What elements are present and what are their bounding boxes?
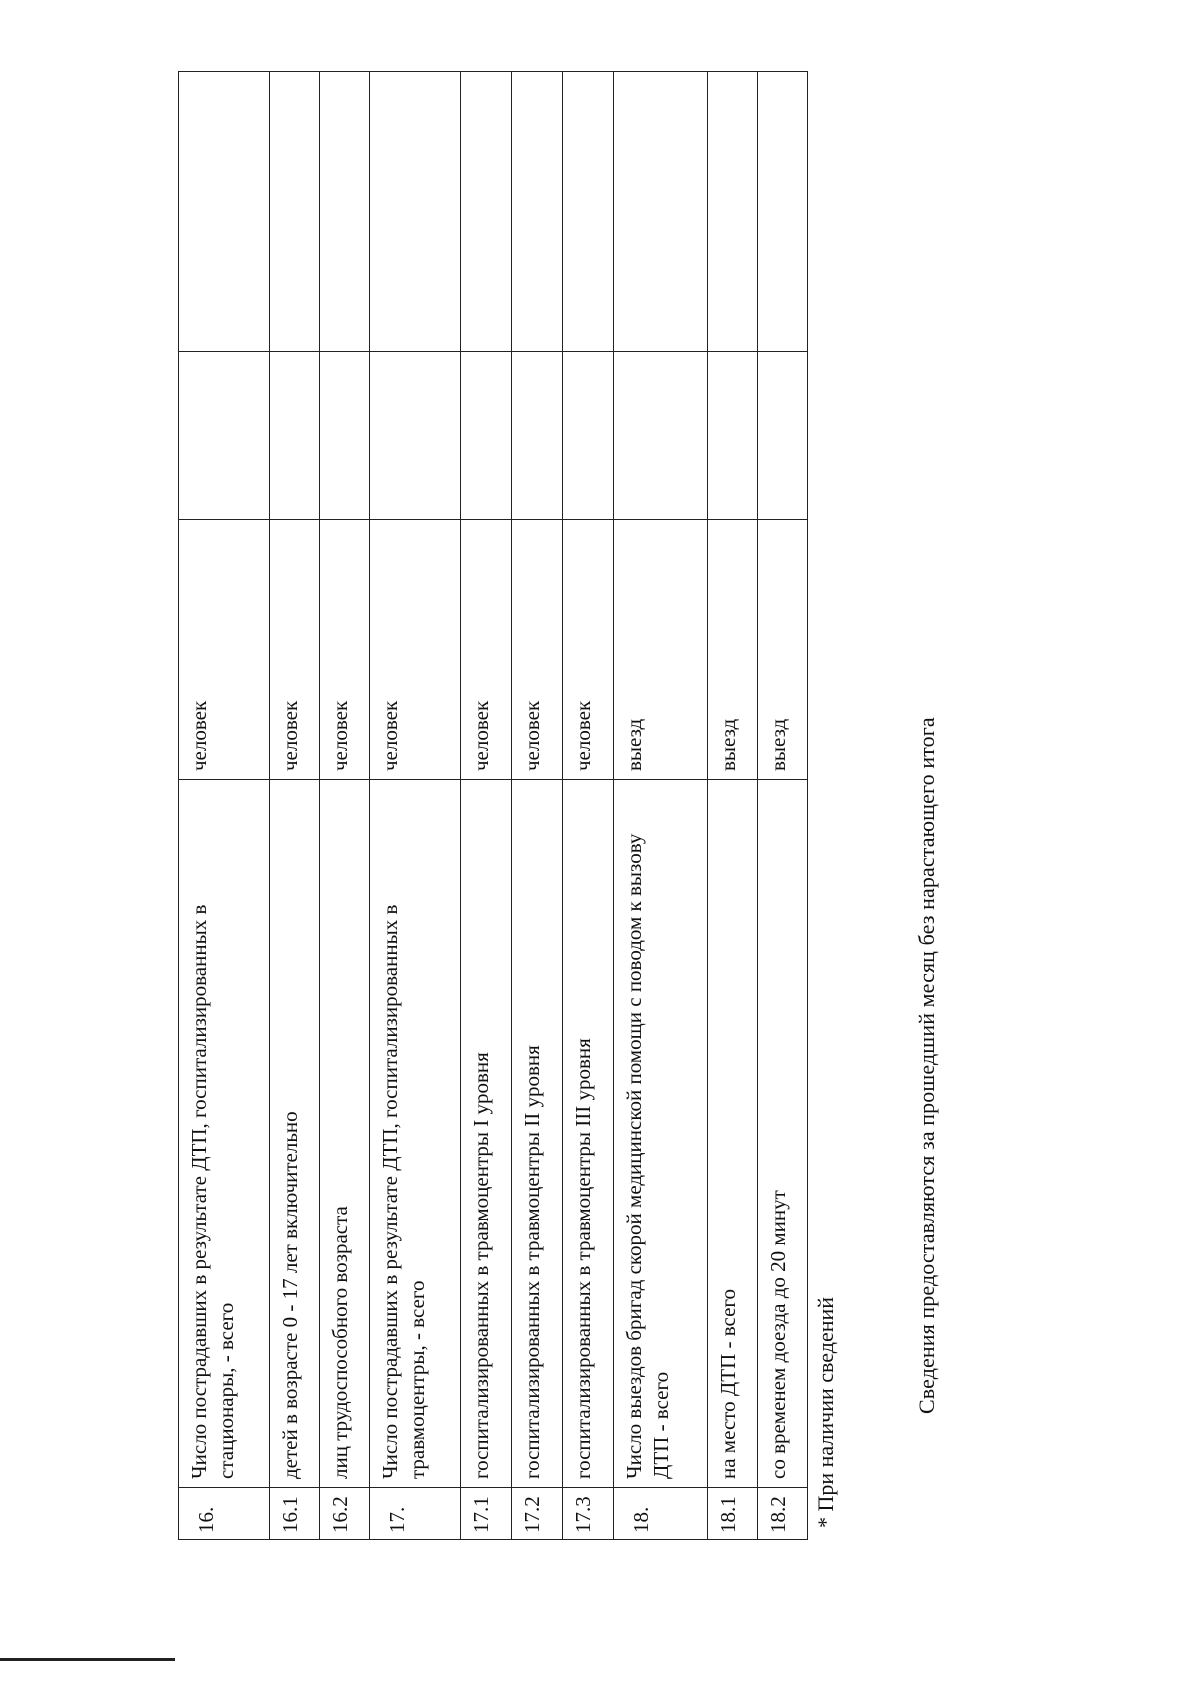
row-name: лиц трудоспособного возраста xyxy=(320,780,370,1488)
table-row xyxy=(270,72,320,1540)
row-name: детей в возрасте 0 - 17 лет включительно xyxy=(270,780,320,1488)
row-unit: человек xyxy=(563,520,614,780)
row-unit: человек xyxy=(320,520,370,780)
row-number: 18. xyxy=(614,1488,708,1540)
row-value-1 xyxy=(614,352,708,520)
table-row xyxy=(179,72,270,1540)
row-name: Число выездов бригад скорой медицинской помощи с поводом к вызову ДТП - всего xyxy=(614,780,708,1488)
row-value-1 xyxy=(179,352,270,520)
table-row xyxy=(614,72,708,1540)
row-value-2 xyxy=(179,72,270,352)
table-row xyxy=(320,72,370,1540)
row-value-1 xyxy=(563,352,614,520)
row-number: 17. xyxy=(370,1488,461,1540)
row-unit: человек xyxy=(461,520,512,780)
row-number: 17.3 xyxy=(563,1488,614,1540)
table-row xyxy=(512,72,563,1540)
row-value-2 xyxy=(461,72,512,352)
row-value-2 xyxy=(708,72,758,352)
row-unit: выезд xyxy=(758,520,808,780)
row-value-2 xyxy=(758,72,808,352)
row-unit: человек xyxy=(270,520,320,780)
row-name: Число пострадавших в результате ДТП, госпитализированных в травмоцентры, - всего xyxy=(370,780,461,1488)
row-name: Число пострадавших в результате ДТП, госпитализированных в стационары, - всего xyxy=(179,780,270,1488)
row-value-2 xyxy=(512,72,563,352)
row-value-1 xyxy=(270,352,320,520)
row-value-1 xyxy=(512,352,563,520)
row-value-2 xyxy=(270,72,320,352)
row-value-1 xyxy=(370,352,461,520)
row-value-1 xyxy=(461,352,512,520)
row-number: 18.1 xyxy=(708,1488,758,1540)
row-number: 18.2 xyxy=(758,1488,808,1540)
row-number: 17.1 xyxy=(461,1488,512,1540)
row-unit: выезд xyxy=(614,520,708,780)
row-value-1 xyxy=(758,352,808,520)
row-number: 16. xyxy=(179,1488,270,1540)
submission-note: Сведения предоставляются за прошедший месяц без нарастающего итога xyxy=(914,717,939,1414)
table-row xyxy=(708,72,758,1540)
table-row xyxy=(461,72,512,1540)
row-unit: человек xyxy=(370,520,461,780)
row-unit: человек xyxy=(179,520,270,780)
table-row xyxy=(758,72,808,1540)
row-number: 16.1 xyxy=(270,1488,320,1540)
row-number: 16.2 xyxy=(320,1488,370,1540)
row-unit: выезд xyxy=(708,520,758,780)
row-name: со временем доезда до 20 минут xyxy=(758,780,808,1488)
row-value-2 xyxy=(320,72,370,352)
row-value-2 xyxy=(563,72,614,352)
row-name: госпитализированных в травмоцентры II уровня xyxy=(512,780,563,1488)
row-number: 17.2 xyxy=(512,1488,563,1540)
indicators-table xyxy=(178,71,808,1540)
row-name: госпитализированных в травмоцентры I уровня xyxy=(461,780,512,1488)
row-value-1 xyxy=(708,352,758,520)
row-value-2 xyxy=(614,72,708,352)
row-name: госпитализированных в травмоцентры III уровня xyxy=(563,780,614,1488)
row-name: на место ДТП - всего xyxy=(708,780,758,1488)
divider-line xyxy=(0,1658,175,1661)
table-row xyxy=(563,72,614,1540)
table-row xyxy=(370,72,461,1540)
footnote: * При наличии сведений xyxy=(813,1296,838,1528)
row-value-1 xyxy=(320,352,370,520)
row-unit: человек xyxy=(512,520,563,780)
row-value-2 xyxy=(370,72,461,352)
